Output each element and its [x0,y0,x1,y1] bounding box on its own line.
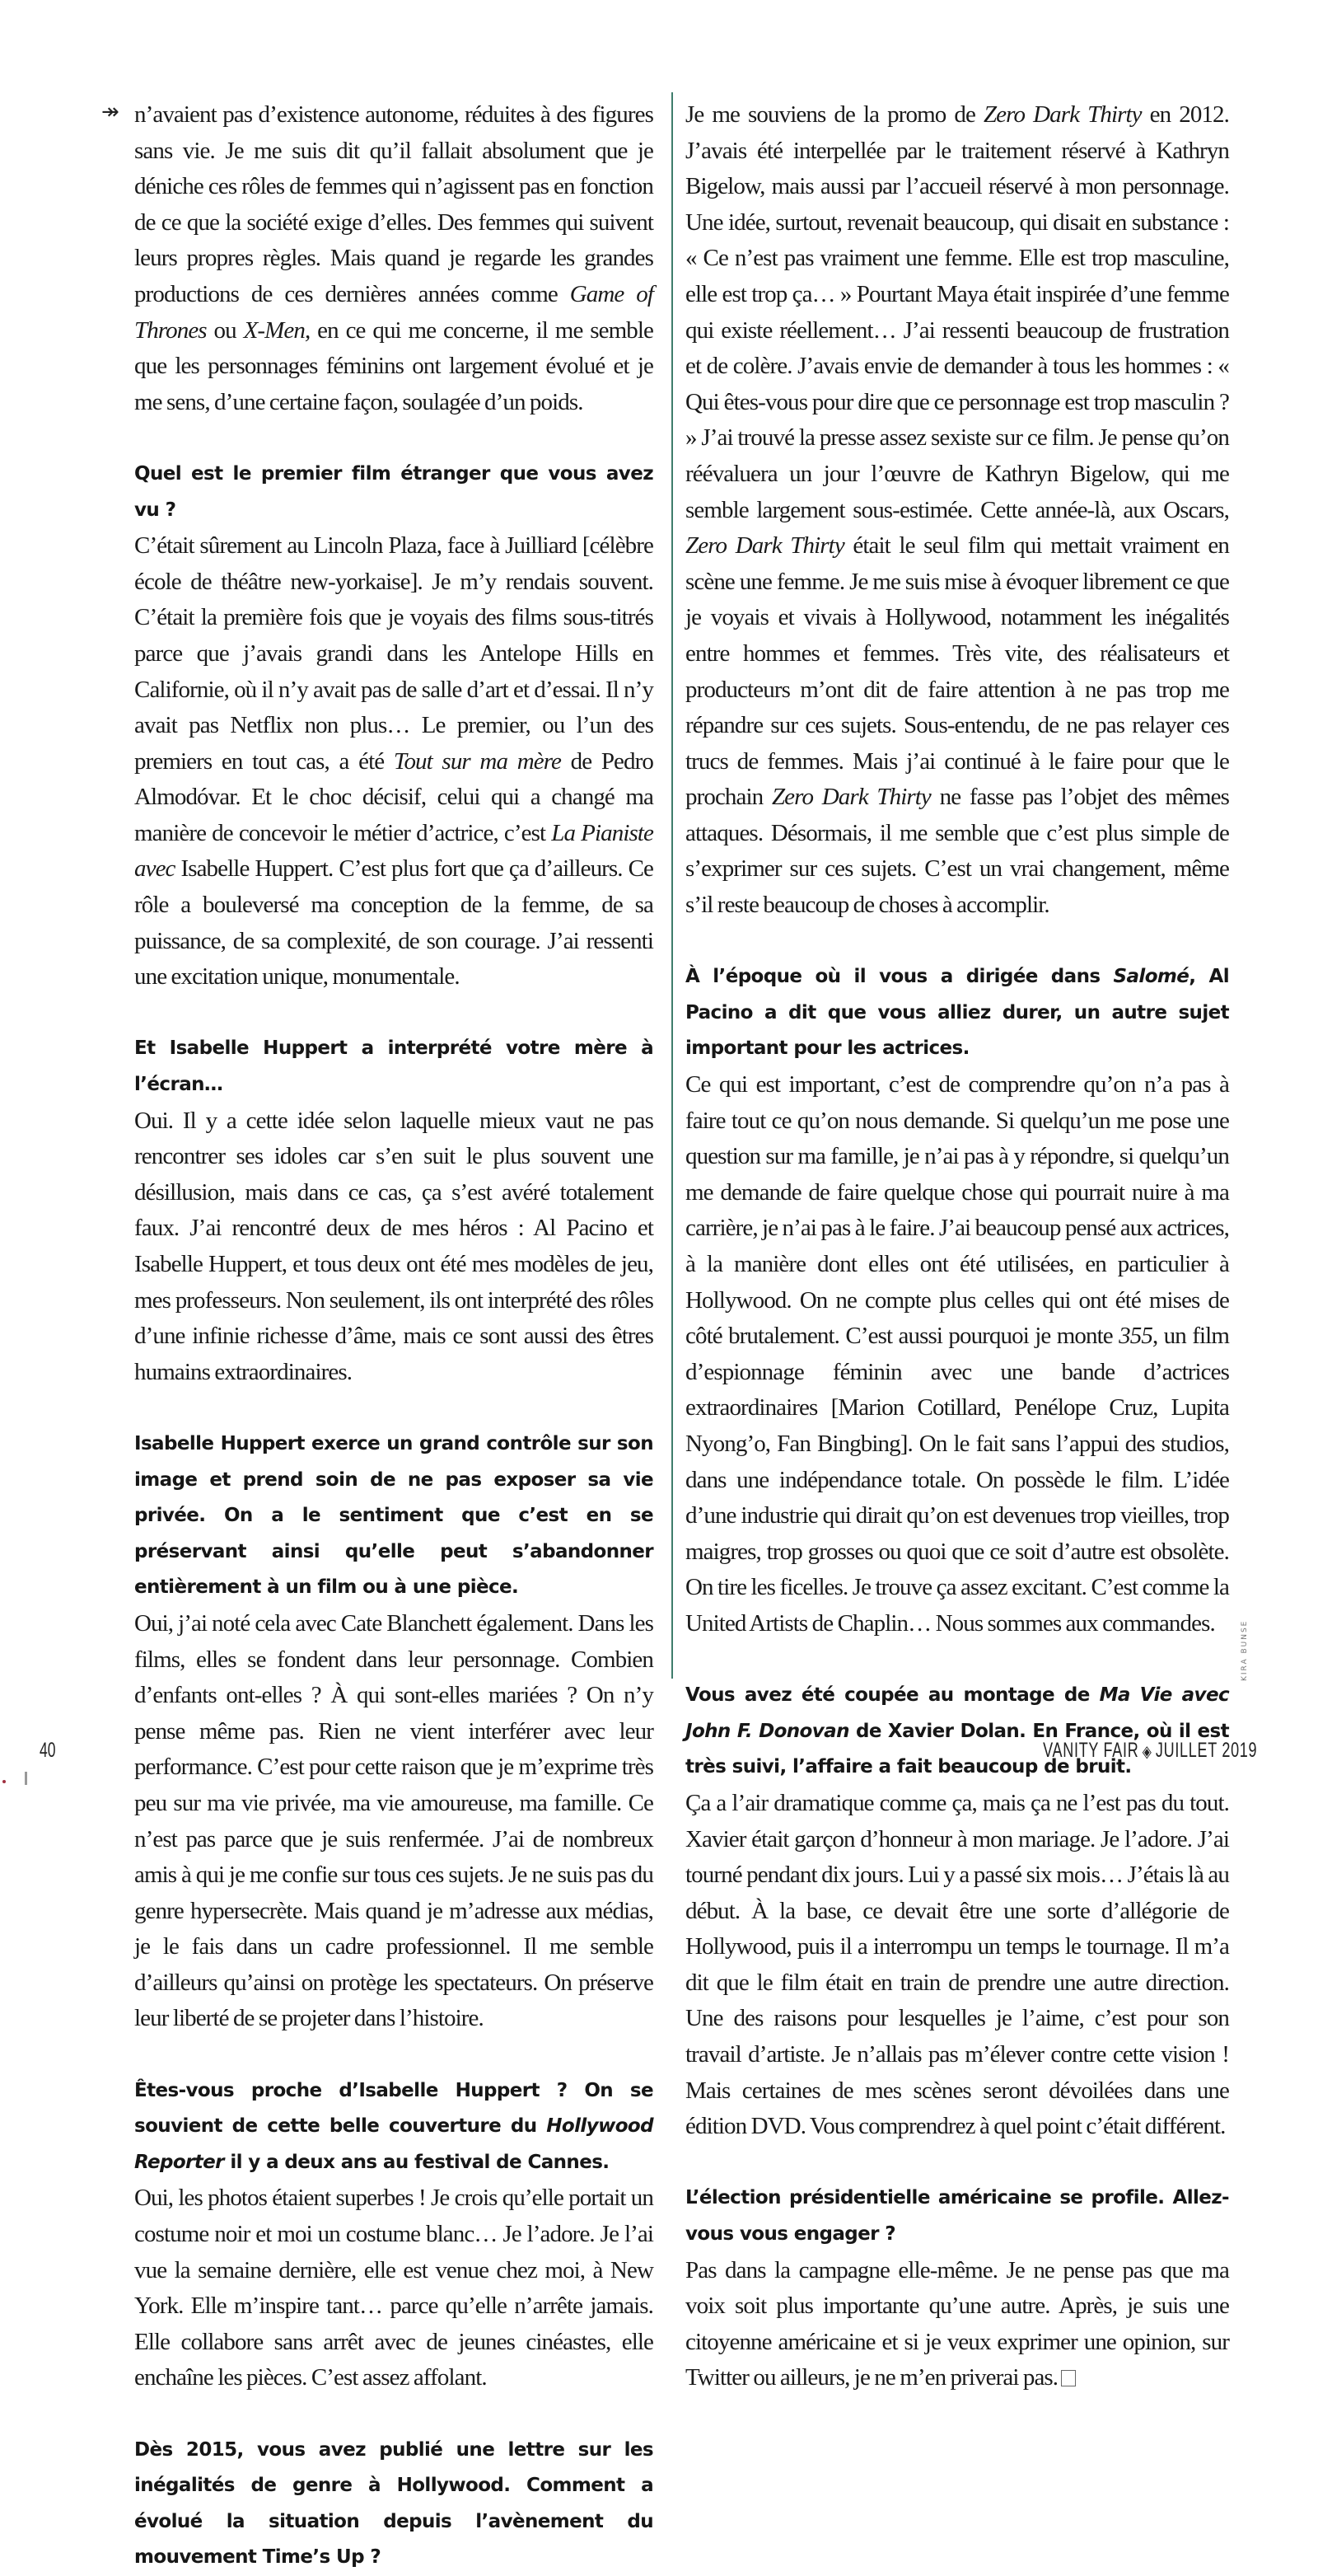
italic-title: La Pianiste avec [134,819,653,883]
column-divider [671,92,673,1679]
italic-title: Zero Dark Thirty [771,784,931,811]
interview-question [134,2073,653,2181]
italic-title: Ma Vie avec John F. Donovan [685,1684,1229,1742]
answer-paragraph: Ça a l’air dramatique comme ça, mais ça ne l’est pas du tout. Xavier était garçon d’honneur à mon mariage. Je l’adore. J’ai tourné pendant dix jours. Lui y a passé six mois… J’étais là au début. À la base, ce devait être une sorte d’allégorie de Hollywood, puis il a interrompu un temps le tournage. Il m’a dit que le film était en train de prendre une autre direction. Une des raisons pour lesquelles je l’aime, c’est pour son travail d’artiste. Je n’allais pas m’élever contre cette vision ! Mais certaines de mes scènes seront dévoilées dans une édition DVD. Vous comprendrez à quel point c’était différent. [685,1789,1229,2140]
text-run: ou [206,316,244,344]
italic-title: 355 [1119,1323,1152,1350]
issue-date: JUILLET 2019 [1155,1739,1257,1762]
text-run: Je me souviens de la promo de [685,101,984,128]
text-run: était le seul film qui mettait vraiment en scène une femme. Je me suis mise à évoquer librement ce que je voyais et vivais à Hollywood, notamment les inégalités entre hommes et femmes. Très vite, des réalisateurs et producteurs m’ont dit de faire attention à ne pas trop me répandre sur ces sujets. Sous-entendu, de ne pas relayer ces trucs de femmes. Mais j’ai continué à le faire pour que le prochain [685,532,1230,811]
crop-mark [25,1772,27,1785]
photo-credit: KIRA BUNSE [1241,1619,1249,1681]
interview-question: Isabelle Huppert exerce un grand contrôle sur son image et prend soin de ne pas exposer sa vie privée. On a le sentiment que c’est en se préservant ainsi qu’elle peut s’abandonner entièrement à un film ou à une pièce. [134,1432,653,1599]
text-run: ne fasse pas l’objet des mêmes attaques. Désormais, il me semble que c’est plus simple de s’exprimer sur ces sujets. C’est un vrai changement, même s’il reste beaucoup de choses à accomplir. [685,784,1230,919]
italic-title: Salomé [1113,966,1189,988]
end-of-article-box-icon [1061,2370,1076,2386]
answer-paragraph [685,97,1229,924]
answer-paragraph [685,1067,1229,1642]
page-number: 40 [40,1739,56,1762]
text-run: en 2012. J’avais été interpellée par le traitement réservé à Kathryn Bigelow, mais aussi par l’accueil réservé à mon personnage. Une idée, surtout, revenait beaucoup, qui disait en substance : « Ce n’est pas vraiment une femme. Elle est trop masculine, elle est trop ça… » Pourtant Maya était inspirée d’une femme qui existe réellement… J’ai ressenti beaucoup de frustration et de colère. J’avais envie de demander à tous les hommes : « Qui êtes-vous pour dire que ce personnage est trop masculin ? » J’ai trouvé la presse assez sexiste sur ce film. Je pense qu’on réévaluera un jour l’œuvre de Kathryn Bigelow, qui me semble largement sous-estimée. Cette année-là, aux Oscars, [685,101,1229,523]
continuation-arrow-icon: ↠ [101,100,119,124]
print-registration-mark [2,1780,6,1783]
interview-question [685,1678,1229,1786]
diamond-logo-icon: ◈ [1142,1743,1152,1761]
italic-title: Hollywood Reporter [134,2115,653,2173]
text-run: À l’époque où il vous a dirigée dans [685,966,1114,988]
magazine-name: VANITY FAIR [1042,1739,1139,1762]
text-run: Êtes-vous proche d’Isabelle Huppert ? On se souvient de cette belle couverture du [134,2079,653,2138]
answer-paragraph [685,2253,1229,2396]
magazine-footer [1043,1739,1257,1763]
interview-question: Quel est le premier film étranger que vous avez vu ? [134,462,653,521]
italic-title: Zero Dark Thirty [983,101,1142,128]
answer-paragraph: Oui, j’ai noté cela avec Cate Blanchett également. Dans les films, elles se fondent dans leur personnage. Combien d’enfants ont-elles ? À qui sont-elles mariées ? On n’y pense même pas. Rien ne vient interférer avec leur performance. C’est pour cette raison que je m’exprime très peu sur ma vie privée, ma vie amoureuse, ma famille. Ce n’est pas parce que je suis renfermée. J’ai de nombreux amis à qui je me confie sur tous ces sujets. Je ne suis pas du genre hypersecrète. Mais quand je m’adresse aux médias, je le fais dans un cadre professionnel. Il me semble d’ailleurs qu’ainsi on protège les spectateurs. On préserve leur liberté de se projeter dans l’histoire. [134,1609,653,2032]
text-run: Vous avez été coupée au montage de [685,1684,1100,1707]
answer-paragraph [134,528,653,995]
italic-title: X-Men, [243,316,311,344]
text-run: Isabelle Huppert. C’est plus fort que ça d’ailleurs. Ce rôle a bouleversé ma conception de la femme, de sa puissance, de sa complexité, de son courage. J’ai ressenti une excitation unique, monumentale. [134,855,653,991]
italic-title: Tout sur ma mère [393,747,561,775]
interview-question [685,959,1229,1067]
text-run: C’était sûrement au Lincoln Plaza, face à Juilliard [célèbre école de théâtre new-yorkaise]. Je m’y rendais souvent. C’était la première fois que je voyais des films sous-titrés parce que j’avais grandi dans les Antelope Hills en Californie, où il n’y avait pas de salle d’art et d’essai. Il n’y avait pas Netflix non plus… Le premier, ou l’un des premiers en tout cas, a été [134,532,653,775]
interview-question: L’élection présidentielle américaine se profile. Allez-vous vous engager ? [685,2187,1229,2246]
italic-title: Zero Dark Thirty [685,532,844,560]
interview-question: Dès 2015, vous avez publié une lettre sur les inégalités de genre à Hollywood. Comment a évolué la situation depuis l’avènement du mouvement Time’s Up ? [134,2438,653,2569]
answer-paragraph: Oui, les photos étaient superbes ! Je crois qu’elle portait un costume noir et moi un costume blanc… Je l’adore. Je l’ai vue la semaine dernière, elle est venue chez moi, à New York. Elle m’inspire tant… parce qu’elle n’arrête jamais. Elle collabore sans arrêt avec de jeunes cinéastes, elle enchaîne les pièces. C’est assez affolant. [134,2185,653,2391]
text-run: n’avaient pas d’existence autonome, réduites à des figures sans vie. Je me suis dit qu’il fallait absolument que je déniche ces rôles de femmes qui n’agissent pas en fonction de ce que la société exige d’elles. Des femmes qui suivent leurs propres règles. Mais quand je regarde les grandes productions de ces dernières années comme [134,101,653,307]
italic-title: Game of Thrones [134,280,654,344]
text-run: , Al Pacino a dit que vous alliez durer, un autre sujet important pour les actrices. [685,966,1229,1060]
right-column [685,97,1229,2396]
text-run: de Xavier Dolan. En France, où il est très suivi, l’affaire a fait beaucoup de bruit. [685,1720,1230,1778]
left-column [134,97,653,2576]
text-run: de Pedro Almodóvar. Et le choc décisif, celui qui a changé ma manière de concevoir le métier d’actrice, c’est [134,747,653,846]
answer-paragraph [134,97,653,420]
text-run: il y a deux ans au festival de Cannes. [223,2151,610,2173]
interview-question: Et Isabelle Huppert a interprété votre mère à l’écran… [134,1037,653,1096]
text-run: Ce qui est important, c’est de comprendre qu’on n’a pas à faire tout ce qu’on nous demande. Si quelqu’un me pose une question sur ma famille, je n’ai pas à y répondre, si quelqu’un me demande de faire quelque chose qui pourrait nuire à ma carrière, je n’ai pas à le faire. J’ai beaucoup pensé aux actrices, à la manière dont elles ont été utilisées, en particulier à Hollywood. On ne compte plus celles qui ont été mises de côté brutalement. C’est aussi pourquoi je monte [685,1071,1229,1350]
answer-paragraph: Oui. Il y a cette idée selon laquelle mieux vaut ne pas rencontrer ses idoles car s’en suit le plus souvent une désillusion, mais dans ce cas, ça s’est avéré totalement faux. J’ai rencontré deux de mes héros : Al Pacino et Isabelle Huppert, et tous deux ont été mes modèles de jeu, mes professeurs. Non seulement, ils ont interprété des rôles d’une infinie richesse d’âme, mais ce sont aussi des êtres humains extraordinaires. [134,1107,653,1385]
text-run: en ce qui me concerne, il me semble que les personnages féminins ont largement évolué et je me sens, d’une certaine façon, soulagée d’un poids. [134,316,653,415]
text-run: Pas dans la campagne elle-même. Je ne pense pas que ma voix soit plus importante qu’une autre. Après, je suis une citoyenne américaine et si je veux exprimer une opinion, sur Twitter ou ailleurs, je ne m’en priverai pas. [685,2256,1229,2391]
text-run: , un film d’espionnage féminin avec une bande d’actrices extraordinaires [Marion Cotillard, Penélope Cruz, Lupita Nyong’o, Fan Bingbing]. On le fait sans l’appui des studios, dans une indépendance totale. On possède le film. L’idée d’une industrie qui dirait qu’on est devenues trop vieilles, trop maigres, trop grosses ou quoi que ce soit d’autre est obsolète. On tire les ficelles. Je trouve ça assez excitant. C’est comme la United Artists de Chaplin… Nous sommes aux commandes. [685,1323,1229,1637]
